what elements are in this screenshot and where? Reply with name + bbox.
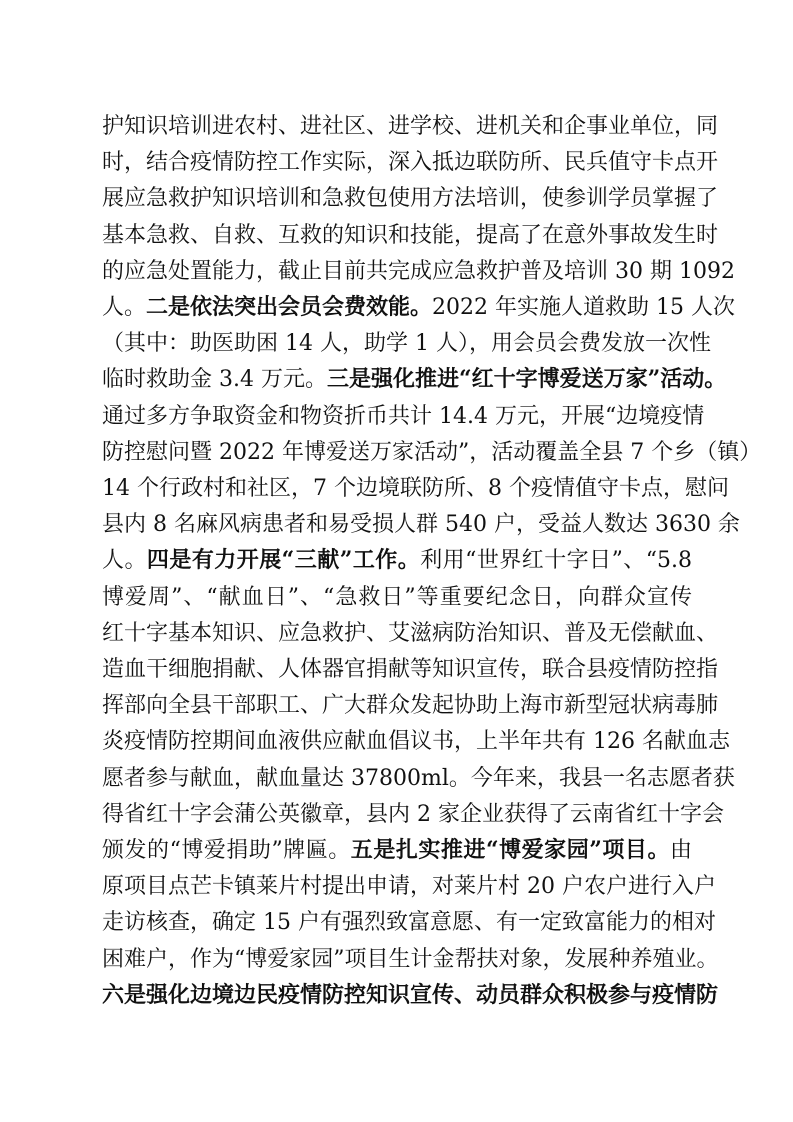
body-text: 人。 [102, 295, 147, 320]
bold-heading-text: 三是强化推进“红十字博爱送万家”活动。 [326, 366, 727, 393]
text-line [102, 180, 719, 217]
text-line [102, 361, 727, 398]
body-text: 展应急救护知识培训和急救包使用方法培训，使参训学员掌握了 [102, 186, 719, 212]
body-text: 14 个行政村和社区，7 个边境联防所、8 个疫情值守卡点，慰问 [102, 476, 729, 501]
text-line [102, 579, 692, 616]
text-line [102, 615, 719, 652]
text-line [102, 398, 705, 435]
text-line [102, 108, 719, 145]
text-line [102, 470, 729, 507]
body-text: 通过多方争取资金和物资折币共计 14.4 万元，开展“边境疫情 [102, 403, 705, 429]
text-line [102, 289, 735, 326]
text-line [102, 253, 735, 290]
text-line [102, 144, 719, 181]
bold-heading-text: 四是有力开展“三献”工作。 [146, 547, 421, 574]
body-text: 走访核查，确定 15 户有强烈致富意愿、有一定致富能力的相对 [102, 910, 716, 936]
body-text: 县内 8 名麻风病患者和易受损人群 540 户，受益人数达 3630 余 [102, 512, 740, 538]
body-text: 临时救助金 3.4 万元。 [102, 367, 327, 393]
body-text: 基本急救、自救、互救的知识和技能，提高了在意外事故发生时 [102, 222, 719, 248]
body-text: 挥部向全县干部职工、广大群众发起协助上海市新型冠状病毒肺 [102, 693, 719, 719]
text-line [102, 542, 692, 579]
bold-heading-text: 六是强化边境边民疫情防控知识宣传、动员群众积极参与疫情防 [102, 981, 719, 1008]
body-text: 红十字基本知识、应急救护、艾滋病防治知识、普及无偿献血、 [102, 620, 719, 646]
text-line [102, 868, 716, 905]
body-text: 利用“世界红十字日”、“5.8 [420, 548, 692, 574]
bold-heading-text: 二是依法突出会员会费效能。 [146, 294, 433, 320]
body-text: 博爱周”、“献血日”、“急救日”等重要纪念日，向群众宣传 [102, 584, 692, 610]
text-line [102, 651, 719, 688]
text-line [102, 941, 719, 978]
text-line [102, 904, 716, 941]
text-line [102, 796, 724, 833]
bold-heading-text: 五是扎实推进“博爱家园”项目。 [350, 837, 670, 863]
text-line [102, 760, 735, 797]
body-text: 的应急处置能力，截止目前共完成应急救护普及培训 30 期 1092 [102, 258, 735, 284]
text-line [102, 687, 719, 724]
body-text: （其中：助医助困 14 人，助学 1 人），用会员会费发放一次性 [102, 331, 711, 357]
body-text: 防控慰问暨 2022 年博爱送万家活动”，活动覆盖全县 7 个乡（镇） [102, 439, 762, 465]
text-line [102, 832, 692, 869]
body-text: 炎疫情防控期间血液供应献血倡议书，上半年共有 126 名献血志 [102, 729, 730, 755]
body-text: 由 [669, 838, 692, 863]
text-line [102, 723, 730, 760]
body-text: 2022 年实施人道救助 15 人次 [432, 295, 735, 320]
body-text: 护知识培训进农村、进社区、进学校、进机关和企事业单位，同 [102, 114, 719, 139]
body-text: 人。 [102, 548, 147, 574]
text-line [102, 325, 711, 362]
text-line [102, 506, 740, 543]
text-line [102, 977, 719, 1014]
body-text: 困难户，作为“博爱家园”项目生计金帮扶对象，发展种养殖业。 [102, 946, 719, 972]
body-text: 颁发的“博爱捐助”牌匾。 [102, 838, 351, 863]
body-text: 造血干细胞捐献、人体器官捐献等知识宣传，联合县疫情防控指 [102, 657, 719, 682]
body-text: 时，结合疫情防控工作实际，深入抵边联防所、民兵值守卡点开 [102, 150, 719, 176]
body-text: 愿者参与献血，献血量达 37800ml。今年来，我县一名志愿者获 [102, 765, 735, 791]
body-text: 原项目点芒卡镇莱片村提出申请，对莱片村 20 户农户进行入户 [102, 874, 716, 900]
text-line [102, 434, 762, 471]
body-text: 得省红十字会蒲公英徽章，县内 2 家企业获得了云南省红十字会 [102, 801, 724, 827]
text-line [102, 217, 719, 254]
